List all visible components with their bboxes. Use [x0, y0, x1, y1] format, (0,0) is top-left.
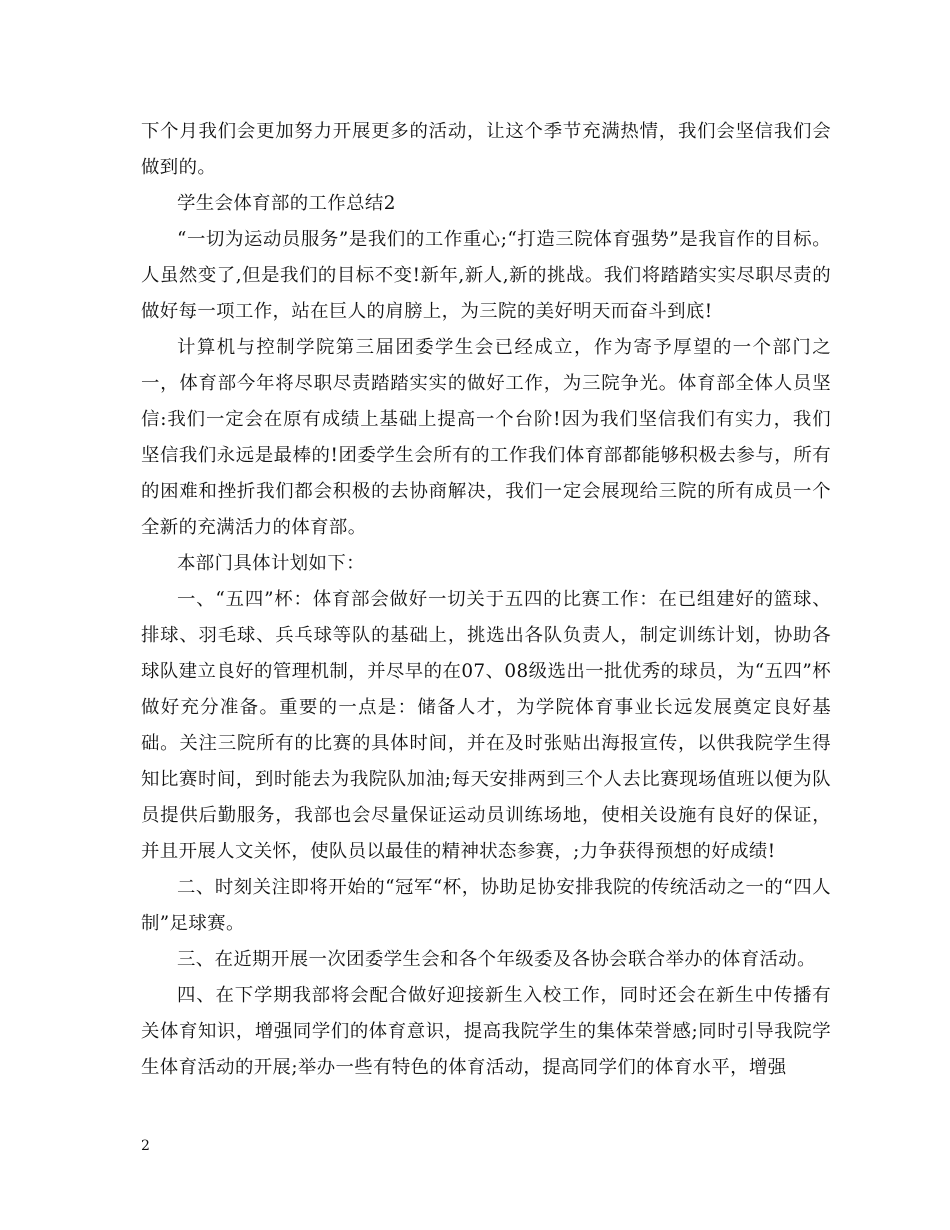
paragraph: “一切为运动员服务”是我们的工作重心;“打造三院体育强势”是我盲作的目标。人虽然变了,但是我们的目标不变!新年,新人,新的挑战。我们将踏踏实实尽职尽责的做好每一项工作，站在巨人的肩膀上，为三院的美好明天而奋斗到底! — [141, 229, 831, 322]
list-item: 四、在下学期我部将会配合做好迎接新生入校工作，同时还会在新生中传播有关体育知识，增强同学们的体育意识，提高我院学生的集体荣誉感;同时引导我院学生体育活动的开展;举办一些有特色的体育活动，提高同学们的体育水平，增强 — [141, 985, 831, 1078]
document-body — [141, 114, 831, 1086]
list-item: 三、在近期开展一次团委学生会和各个年级委及各协会联合举办的体育活动。 — [177, 949, 816, 970]
paragraph: 本部门具体计划如下： — [177, 553, 365, 574]
paragraph: 计算机与控制学院第三届团委学生会已经成立，作为寄予厚望的一个部门之一，体育部今年将尽职尽责踏踏实实的做好工作，为三院争光。体育部全体人员坚信:我们一定会在原有成绩上基础上提高一个台阶!因为我们坚信我们有实力，我们坚信我们永远是最棒的!团委学生会所有的工作我们体育部都能够积极去参与，所有的困难和挫折我们都会积极的去协商解决，我们一定会展现给三院的所有成员一个全新的充满活力的体育部。 — [141, 337, 831, 538]
section-heading: 学生会体育部的工作总结2 — [177, 193, 396, 214]
paragraph: 下个月我们会更加努力开展更多的活动，让这个季节充满热情，我们会坚信我们会做到的。 — [141, 121, 831, 178]
page-number: 2 — [141, 1138, 150, 1154]
list-item: 一、“五四”杯：体育部会做好一切关于五四的比赛工作：在已组建好的篮球、排球、羽毛球、兵乓球等队的基础上，挑选出各队负责人，制定训练计划，协助各球队建立良好的管理机制，并尽早的在07、08级选出一批优秀的球员，为“五四”杯做好充分准备。重要的一点是：储备人才，为学院体育事业长远发展奠定良好基础。关注三院所有的比赛的具体时间，并在及时张贴出海报宣传，以供我院学生得知比赛时间，到时能去为我院队加油;每天安排两到三个人去比赛现场值班以便为队员提供后勤服务，我部也会尽量保证运动员训练场地，使相关设施有良好的保证，并且开展人文关怀，使队员以最佳的精神状态参赛，;力争获得预想的好成绩! — [141, 589, 831, 862]
list-item: 二、时刻关注即将开始的“冠军“杯，协助足协安排我院的传统活动之一的“四人制”足球赛。 — [141, 877, 831, 934]
